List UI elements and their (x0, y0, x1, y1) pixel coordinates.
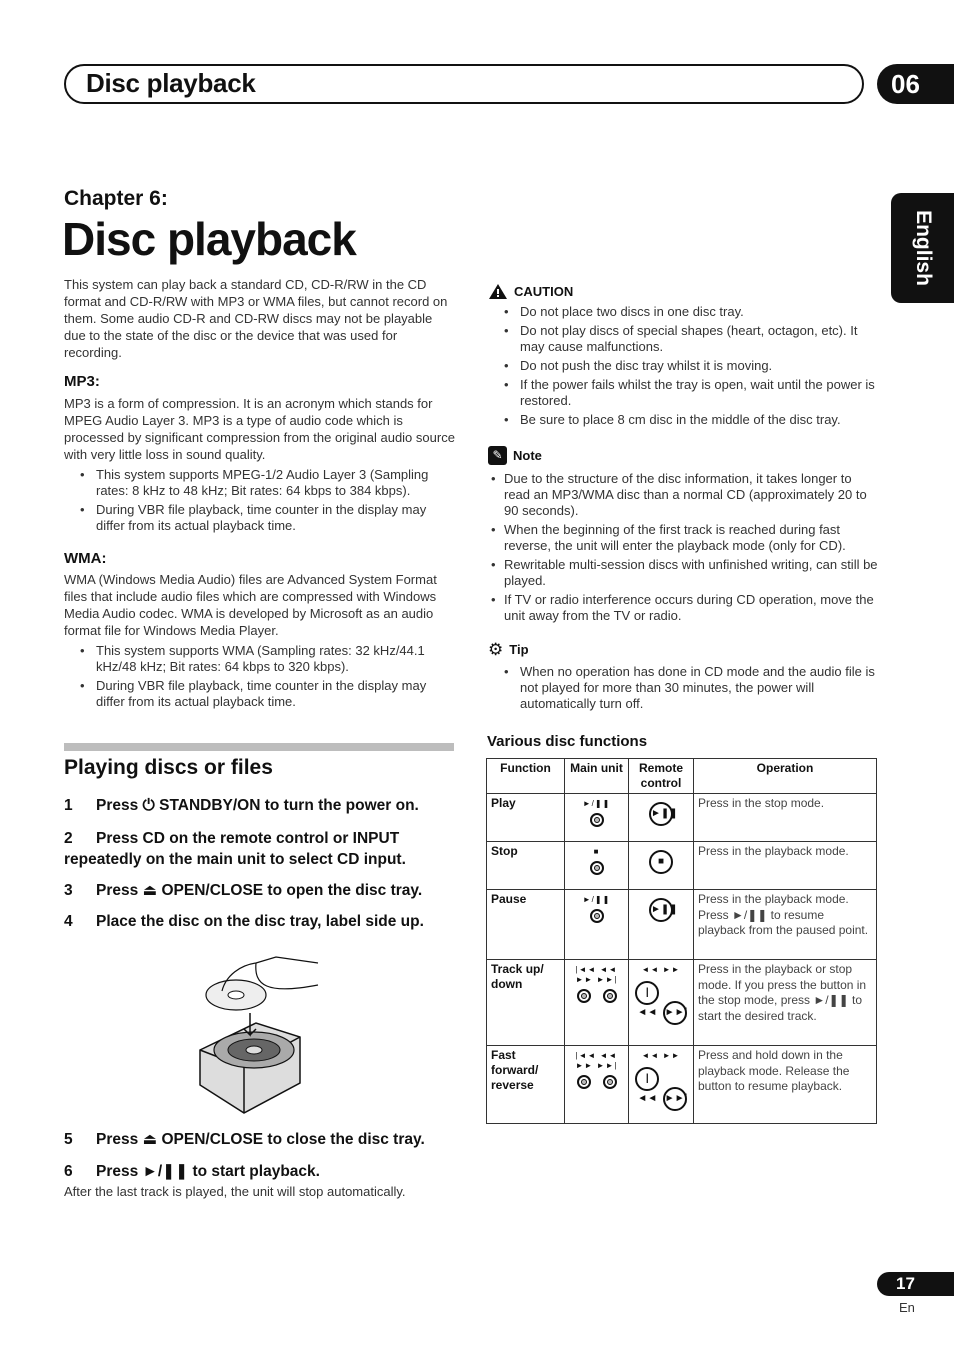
main-unit-button-icon (603, 1075, 617, 1089)
mp3-text: MP3 is a form of compression. It is an acronym which stands for MPEG Audio Layer 3. MP3 is a type of audio code which is processed by significant compression from the original audio source with very little loss in sound quality. (64, 396, 455, 462)
step-4: 4 Place the disc on the disc tray, label side up. (64, 913, 424, 930)
note-bullets (488, 471, 880, 624)
list-item: • During VBR file playback, time counter in the display may differ from its actual playback time. (64, 678, 456, 710)
function-cell: Pause (487, 890, 565, 960)
step-6: 6 Press ►/❚❚ to start playback. (64, 1163, 320, 1180)
main-unit-button-icon (590, 909, 604, 923)
main-unit-button-icon (590, 861, 604, 875)
step-3: 3 Press ⏏ OPEN/CLOSE to open the disc tray. (64, 882, 423, 899)
wma-text: WMA (Windows Media Audio) files are Advanced System Format files that include audio files which are compressed with Windows Media Audio codec. WMA is developed by Microsoft as an audio format file for Windows Media Player. (64, 572, 437, 638)
main-unit-icon-label: ►/❚❚ (582, 895, 611, 904)
list-item: • If TV or radio interference occurs during CD operation, move the unit away from the TV or radio. (488, 592, 880, 624)
remote-play-pause-icon: ►❚❚ (649, 802, 673, 826)
header-operation: Operation (694, 759, 877, 794)
operation-cell: Press in the playback mode. Press ►/❚❚ to resume playback from the paused point. (694, 890, 877, 960)
caution-label: CAUTION (514, 284, 574, 299)
list-item: • This system supports WMA (Sampling rates: 32 kHz/44.1 kHz/48 kHz; Bit rates: 64 kbps to 320 kbps). (64, 643, 456, 675)
page-title: Disc playback (62, 213, 356, 265)
remote-skip-back-icon: |◄◄ (635, 1067, 659, 1091)
table-header-row (487, 759, 877, 794)
list-item: • Do not place two discs in one disc tray. (488, 304, 880, 320)
function-cell: Play (487, 794, 565, 842)
table-row (487, 794, 877, 842)
list-item: • During VBR file playback, time counter in the display may differ from its actual playback time. (64, 502, 456, 534)
header-function: Function (487, 759, 565, 794)
mp3-section (64, 373, 456, 537)
function-cell: Fast forward/ reverse (487, 1046, 565, 1124)
remote-skip-forward-icon: ►►| (663, 1087, 687, 1111)
table-title: Various disc functions (487, 733, 648, 750)
list-item: • Be sure to place 8 cm disc in the middle of the disc tray. (488, 412, 880, 428)
step-5: 5 Press ⏏ OPEN/CLOSE to close the disc tray. (64, 1131, 425, 1148)
section-title: Playing discs or files (64, 756, 273, 779)
list-item: • Do not push the disc tray whilst it is moving. (488, 358, 880, 374)
main-unit-icon-label: |◄◄ ◄◄ ►► ►►| (575, 965, 618, 984)
wma-section (64, 550, 456, 713)
page-number: 17 (877, 1272, 954, 1296)
function-cell: Stop (487, 842, 565, 890)
language-tab-label: English (911, 210, 935, 286)
disc-functions-table (486, 758, 877, 1124)
remote-skip-forward-icon: ►►| (663, 1001, 687, 1025)
list-item: • This system supports MPEG-1/2 Audio Layer 3 (Sampling rates: 8 kHz to 48 kHz; Bit rates: 64 kbps to 384 kbps). (64, 467, 456, 499)
language-code: En (899, 1300, 915, 1315)
note-section (488, 446, 880, 627)
section-divider (64, 743, 454, 751)
chapter-number-badge: 06 (877, 64, 954, 104)
after-playback-note: After the last track is played, the unit will stop automatically. (64, 1184, 406, 1199)
operation-cell: Press in the stop mode. (694, 794, 877, 842)
main-unit-button-icon (590, 813, 604, 827)
mp3-bullets (64, 467, 456, 534)
list-item: • Do not play discs of special shapes (heart, octagon, etc). It may cause malfunctions. (488, 323, 880, 355)
tip-label: Tip (509, 642, 529, 657)
main-unit-icon-label: ■ (593, 847, 600, 856)
list-item: • Due to the structure of the disc information, it takes longer to read an MP3/WMA disc than a normal CD (approximately 20 to 90 seconds). (488, 471, 880, 519)
list-item: • When the beginning of the first track is reached during fast reverse, the unit will enter the playback mode (only for CD). (488, 522, 880, 554)
table-row (487, 1046, 877, 1124)
remote-play-pause-icon: ►❚❚ (649, 898, 673, 922)
header-title: Disc playback (86, 68, 256, 98)
operation-cell: Press in the playback or stop mode. If you press the button in the stop mode, press ►/❚❚ to start the desired track. (694, 960, 877, 1046)
remote-scan-icon: ◄◄ ►► (641, 1051, 681, 1060)
table-row (487, 842, 877, 890)
disc-tray-illustration (196, 955, 324, 1115)
step-1: 1 Press ⏻ STANDBY/ON to turn the power on. (64, 797, 419, 814)
remote-skip-icon: ◄◄ ►► (641, 965, 681, 974)
function-cell: Track up/ down (487, 960, 565, 1046)
header-main-unit: Main unit (565, 759, 629, 794)
note-label: Note (513, 448, 542, 463)
step-2: 2 Press CD on the remote control or INPUT repeatedly on the main unit to select CD input. (64, 830, 406, 868)
operation-cell: Press in the playback mode. (694, 842, 877, 890)
main-unit-button-icon (603, 989, 617, 1003)
intro-text: This system can play back a standard CD, CD-R/RW in the CD format and CD-R/RW with MP3 or WMA files, but cannot record on them. Some audio CD-R and CD-RW discs may not be playable due to the state of the disc or the device that was used for recording. (64, 277, 448, 360)
main-unit-icon-label: |◄◄ ◄◄ ►► ►►| (575, 1051, 618, 1070)
main-unit-icon-label: ►/❚❚ (582, 799, 611, 808)
warning-icon (488, 283, 508, 300)
table-row (487, 890, 877, 960)
wma-bullets (64, 643, 456, 710)
caution-bullets (488, 304, 880, 428)
list-item: • When no operation has done in CD mode and the audio file is not played for more than 30 minutes, the power will automatically turn off. (488, 664, 880, 712)
remote-skip-back-icon: |◄◄ (635, 981, 659, 1005)
list-item: • If the power fails whilst the tray is open, wait until the power is restored. (488, 377, 880, 409)
main-unit-button-icon (577, 1075, 591, 1089)
tip-bullets (488, 664, 880, 712)
mp3-heading: MP3: (64, 373, 100, 390)
header-remote-control: Remote control (629, 759, 694, 794)
language-tab (891, 193, 954, 303)
chapter-label: Chapter 6: (64, 187, 168, 210)
gear-icon: ⚙ (488, 640, 504, 659)
table-row (487, 960, 877, 1046)
remote-stop-icon: ■ (649, 850, 673, 874)
pencil-icon: ✎ (488, 446, 507, 465)
caution-section (488, 283, 880, 431)
tip-section (488, 641, 880, 715)
header-bar (64, 64, 864, 104)
wma-heading: WMA: (64, 550, 107, 567)
main-unit-button-icon (577, 989, 591, 1003)
list-item: • Rewritable multi-session discs with unfinished writing, can still be played. (488, 557, 880, 589)
operation-cell: Press and hold down in the playback mode. Release the button to resume playback. (694, 1046, 877, 1124)
